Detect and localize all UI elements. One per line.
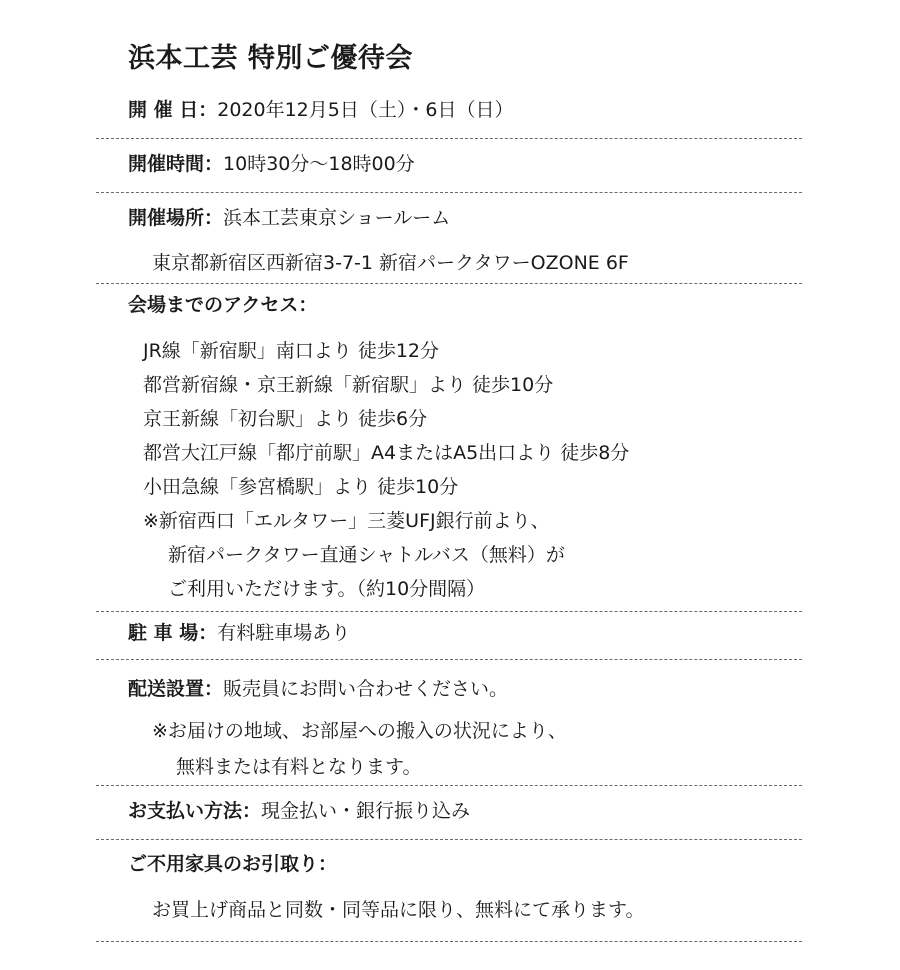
divider (96, 283, 802, 284)
pickup-label: ご不用家具のお引取り： (128, 853, 338, 875)
divider (96, 659, 802, 660)
divider (96, 611, 802, 612)
access-route: 京王新線「初台駅」より 徒歩6分 (143, 408, 428, 430)
pickup-value: お買上げ商品と同数・同等品に限り、無料にて承ります。 (152, 899, 645, 921)
payment-label: お支払い方法： (128, 800, 262, 822)
delivery-label: 配送設置： (128, 678, 224, 700)
divider (96, 138, 802, 139)
access-route: 小田急線「参宮橋駅」より 徒歩10分 (143, 476, 459, 498)
parking-row (128, 624, 350, 643)
access-label: 会場までのアクセス： (128, 294, 318, 316)
delivery-value: 販売員にお問い合わせください。 (223, 678, 509, 700)
payment-value: 現金払い・銀行振り込み (261, 800, 471, 822)
date-label: 開 催 日： (128, 99, 218, 121)
access-note-line: ご利用いただけます。（約10分間隔） (168, 578, 486, 600)
divider (96, 785, 802, 786)
venue-row (128, 209, 450, 228)
date-value: 2020年12月5日（土）・6日（日） (217, 99, 514, 121)
delivery-note-line: 無料または有料となります。 (176, 756, 422, 778)
venue-name: 浜本工芸東京ショールーム (223, 207, 451, 229)
divider (96, 192, 802, 193)
divider (96, 941, 802, 942)
parking-value: 有料駐車場あり (217, 622, 351, 644)
time-label: 開催時間： (128, 153, 224, 175)
date-row (128, 101, 513, 120)
access-route: JR線「新宿駅」南口より 徒歩12分 (143, 340, 440, 362)
parking-label: 駐 車 場： (128, 622, 218, 644)
access-note-line: 新宿パークタワー直通シャトルバス（無料）が (168, 544, 565, 566)
access-note-line: ※新宿西口「エルタワー」三菱UFJ銀行前より、 (143, 510, 550, 532)
page-title: 浜本工芸 特別ご優待会 (128, 43, 413, 74)
access-route: 都営新宿線・京王新線「新宿駅」より 徒歩10分 (143, 374, 554, 396)
time-row (128, 155, 415, 174)
venue-label: 開催場所： (128, 207, 224, 229)
divider (96, 839, 802, 840)
delivery-note-line: ※お届けの地域、お部屋への搬入の状況により、 (152, 720, 567, 742)
venue-address: 東京都新宿区西新宿3-7-1 新宿パークタワーOZONE 6F (152, 252, 629, 274)
payment-row (128, 802, 470, 821)
delivery-row (128, 680, 508, 699)
time-value: 10時30分～18時00分 (223, 153, 415, 175)
access-route: 都営大江戸線「都庁前駅」A4またはA5出口より 徒歩8分 (143, 442, 630, 464)
